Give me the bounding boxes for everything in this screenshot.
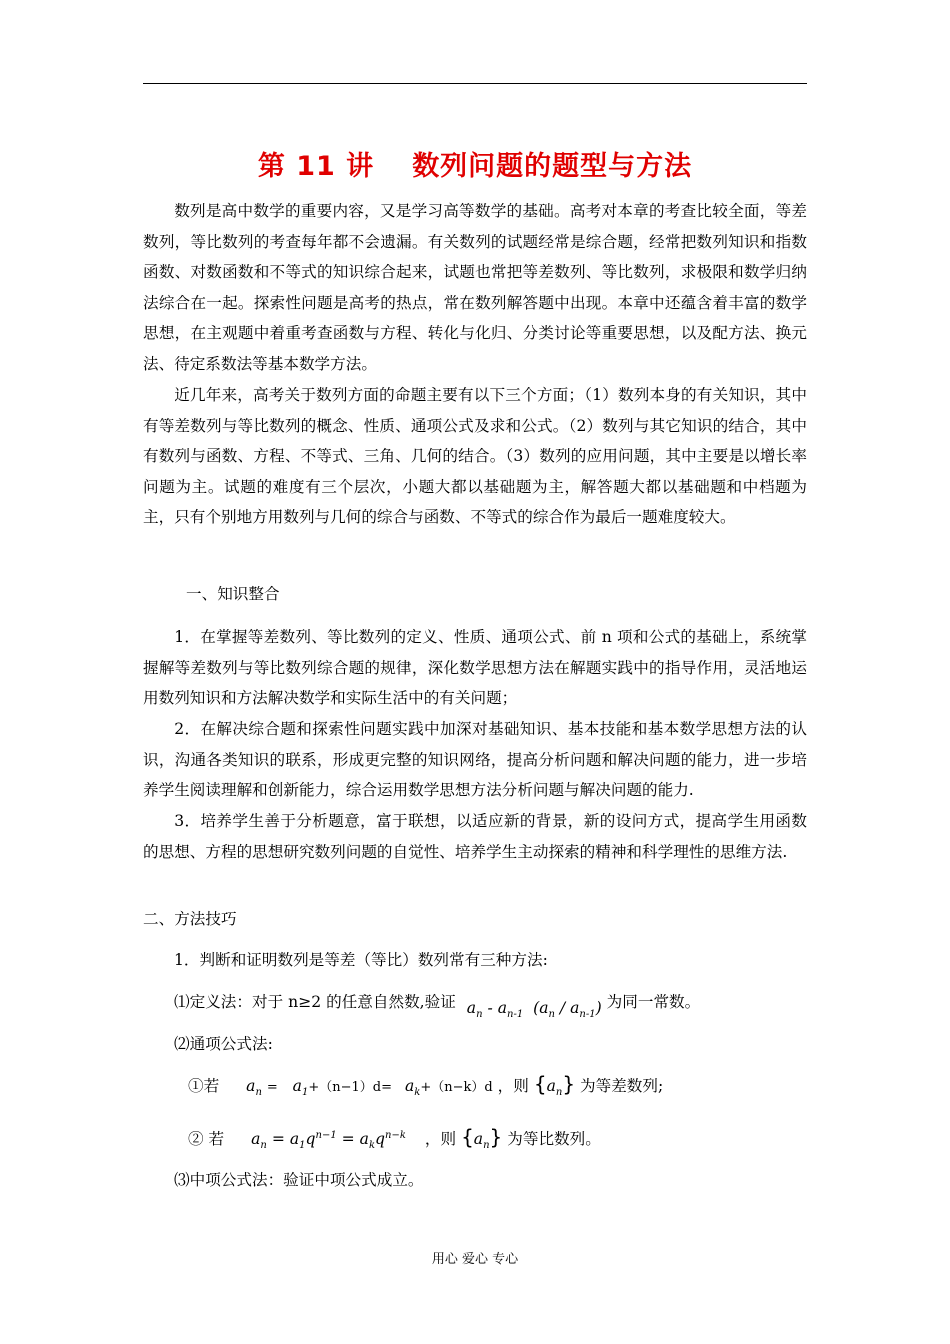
- sequence-brace-2: $\{a_n\}$: [461, 1125, 503, 1152]
- intro-paragraph-2: 近几年来，高考关于数列方面的命题主要有以下三个方面；（1）数列本身的有关知识，其中有等差数列与等比数列的概念、性质、通项公式及求和公式。（2）数列与其它知识的结合，其中有数列与函数、方程、不等式、三角、几何的结合。（3）数列的应用问题，其中主要是以增长率问题为主。试题的难度有三个层次，小题大都以基础题为主，解答题大都以基础题和中档题为主，只有个别地方用数列与几何的综合与函数、不等式的综合作为最后一题难度较大。: [143, 386, 807, 527]
- lecture-number: 第 11 讲: [257, 151, 375, 182]
- case-1-mid-2: +（n−k）d: [420, 1080, 493, 1095]
- arithmetic-formula: $a_n = a_1$: [246, 1077, 309, 1099]
- case-1-line: [188, 1072, 663, 1105]
- case-1-then: ，则: [497, 1077, 529, 1095]
- general-term-label: ⑵通项公式法:: [174, 1035, 273, 1053]
- definition-method-suffix: 为同一常数。: [606, 993, 701, 1011]
- case-1-suffix: 为等差数列;: [580, 1077, 664, 1095]
- knowledge-item-2: 2．在解决综合题和探索性问题实践中加深对基础知识、基本技能和基本数学思想方法的认识，沟通各类知识的联系，形成更完整的知识网络，提高分析问题和解决问题的能力，进一步培养学生阅读理解和创新能力，综合运用数学思想方法分析问题与解决问题的能力.: [143, 720, 807, 800]
- page-title: [0, 144, 950, 183]
- definition-method-label: ⑴定义法：对于 n≥2 的任意自然数,验证: [174, 993, 456, 1011]
- geometric-formula: $a_n = a_1q^{n-1} = a_kq^{n-k}$: [251, 1130, 406, 1152]
- case-1-mid: +（n−1）d=: [308, 1080, 392, 1095]
- header-rule: [143, 83, 807, 84]
- intro-paragraph-1: 数列是高中数学的重要内容，又是学习高等数学的基础。高考对本章的考查比较全面，等差数列，等比数列的考查每年都不会遗漏。有关数列的试题经常是综合题，经常把数列知识和指数函数、对数函数和不等式的知识综合起来，试题也常把等差数列、等比数列，求极限和数学归纳法综合在一起。探索性问题是高考的热点，常在数列解答题中出现。本章中还蕴含着丰富的数学思想，在主观题中着重考查函数与方程、转化与化归、分类讨论等重要思想，以及配方法、换元法、待定系数法等基本数学方法。: [143, 202, 807, 373]
- knowledge-item-1: 1．在掌握等差数列、等比数列的定义、性质、通项公式、前 n 项和公式的基础上，系统掌握解等差数列与等比数列综合题的规律，深化数学思想方法在解题实践中的指导作用，灵活地运用数列知识和方法解决数学和实际生活中的有关问题；: [143, 628, 807, 708]
- knowledge-item-3: 3．培养学生善于分析题意，富于联想，以适应新的背景，新的设问方式，提高学生用函数的思想、方程的思想研究数列问题的自觉性、培养学生主动探索的精神和科学理性的思维方法.: [143, 812, 807, 861]
- page-footer: 用心 爱心 专心: [431, 1252, 519, 1267]
- methods-item-1: 1．判断和证明数列是等差（等比）数列常有三种方法:: [174, 951, 548, 969]
- case-2-suffix: 为等比数列。: [507, 1130, 601, 1149]
- section-heading-knowledge: 一、知识整合: [186, 585, 280, 603]
- case-2-prefix: ② 若: [188, 1130, 225, 1149]
- lecture-topic: 数列问题的题型与方法: [412, 151, 693, 182]
- case-2-line: [188, 1124, 601, 1158]
- arithmetic-formula-k: $a_k$: [404, 1077, 421, 1099]
- middle-term-method: ⑶中项公式法：验证中项公式成立。: [174, 1171, 424, 1189]
- section-heading-methods: 二、方法技巧: [143, 910, 237, 928]
- case-1-prefix: ①若: [188, 1077, 220, 1095]
- definition-method-line: [174, 990, 700, 1027]
- sequence-brace-1: $\{a_n\}$: [533, 1072, 576, 1099]
- difference-formula: $a_n - a_{n-1}$ $(a_n / a_{n-1})$: [466, 999, 602, 1021]
- case-2-then: ，则: [424, 1130, 457, 1149]
